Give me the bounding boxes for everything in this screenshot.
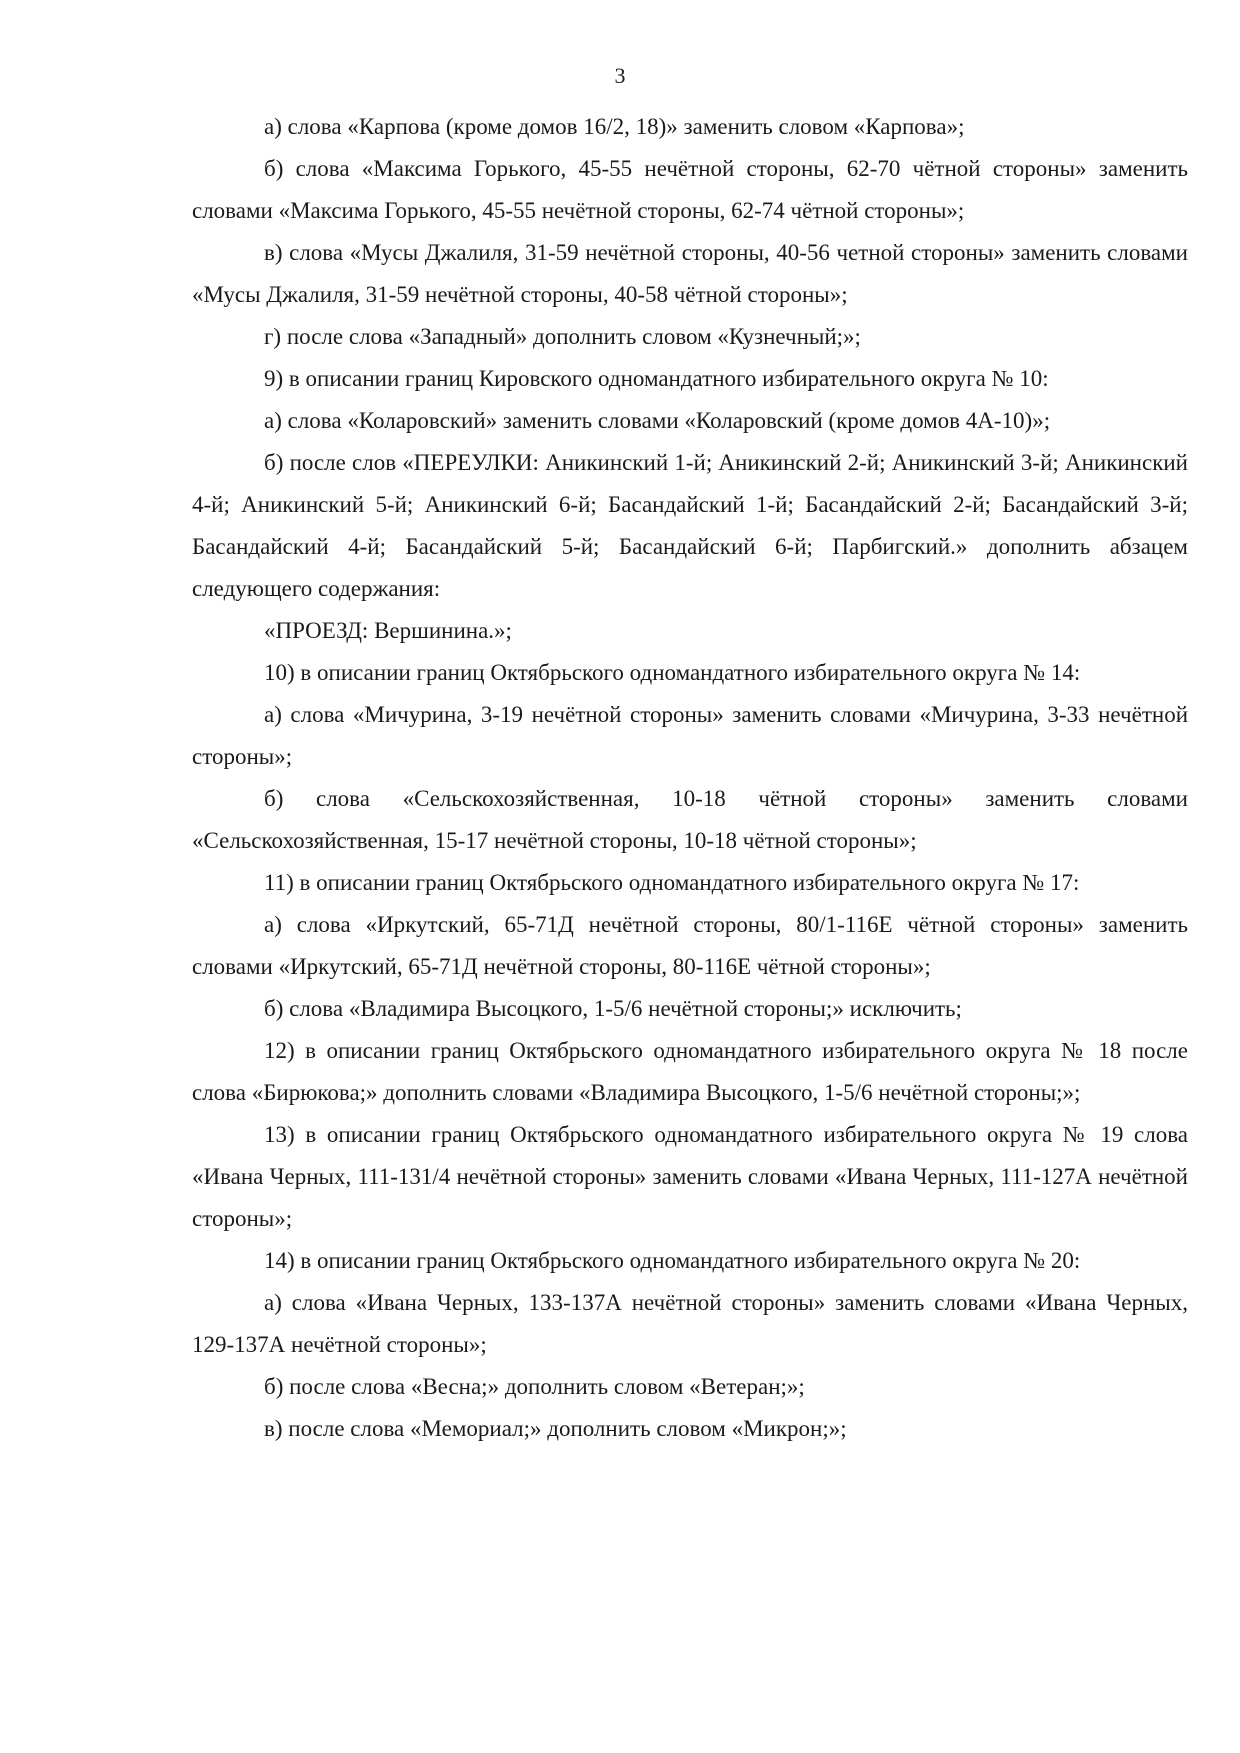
document-body [192, 106, 1188, 1450]
paragraph: 12) в описании границ Октябрьского одномандатного избирательного округа № 18 после слова «Бирюкова;» дополнить словами «Владимира Высоцкого, 1-5/6 нечётной стороны;»; [192, 1038, 1188, 1105]
paragraph: в) после слова «Мемориал;» дополнить словом «Микрон;»; [264, 1416, 847, 1441]
paragraph: 9) в описании границ Кировского одномандатного избирательного округа № 10: [264, 366, 1049, 391]
paragraph: а) слова «Коларовский» заменить словами «Коларовский (кроме домов 4А-10)»; [264, 408, 1051, 433]
paragraph: б) слова «Максима Горького, 45-55 нечётной стороны, 62-70 чётной стороны» заменить словами «Максима Горького, 45-55 нечётной стороны, 62-74 чётной стороны»; [192, 156, 1188, 223]
paragraph: «ПРОЕЗД: Вершинина.»; [264, 618, 512, 643]
paragraph: 13) в описании границ Октябрьского одномандатного избирательного округа № 19 слова «Ивана Черных, 111-131/4 нечётной стороны» заменить словами «Ивана Черных, 111-127А нечётной стороны»; [192, 1122, 1188, 1231]
paragraph: б) слова «Владимира Высоцкого, 1-5/6 нечётной стороны;» исключить; [264, 996, 962, 1021]
paragraph: а) слова «Мичурина, 3-19 нечётной стороны» заменить словами «Мичурина, 3-33 нечётной стороны»; [192, 702, 1188, 769]
paragraph: а) слова «Карпова (кроме домов 16/2, 18)» заменить словом «Карпова»; [264, 114, 965, 139]
paragraph: г) после слова «Западный» дополнить словом «Кузнечный;»; [264, 324, 861, 349]
paragraph: в) слова «Мусы Джалиля, 31-59 нечётной стороны, 40-56 четной стороны» заменить словами «Мусы Джалиля, 31-59 нечётной стороны, 40-58 чётной стороны»; [192, 240, 1188, 307]
paragraph: 10) в описании границ Октябрьского одномандатного избирательного округа № 14: [264, 660, 1081, 685]
paragraph: б) слова «Сельскохозяйственная, 10-18 чётной стороны» заменить словами «Сельскохозяйственная, 15-17 нечётной стороны, 10-18 чётной стороны»; [192, 786, 1188, 853]
paragraph: а) слова «Иркутский, 65-71Д нечётной стороны, 80/1-116Е чётной стороны» заменить словами «Иркутский, 65-71Д нечётной стороны, 80-116Е чётной стороны»; [192, 912, 1188, 979]
paragraph: б) после слова «Весна;» дополнить словом «Ветеран;»; [264, 1374, 805, 1399]
paragraph: 11) в описании границ Октябрьского одномандатного избирательного округа № 17: [264, 870, 1080, 895]
paragraph: 14) в описании границ Октябрьского одномандатного избирательного округа № 20: [264, 1248, 1081, 1273]
paragraph: б) после слов «ПЕРЕУЛКИ: Аникинский 1-й; Аникинский 2-й; Аникинский 3-й; Аникинский 4-й; Аникинский 5-й; Аникинский 6-й; Басандайский 1-й; Басандайский 2-й; Басандайский 3-й; Басандайский 4-й; Басандайский 5-й; Басандайский 6-й; Парбигский.» дополнить абзацем следующего содержания: [192, 450, 1188, 601]
paragraph: а) слова «Ивана Черных, 133-137А нечётной стороны» заменить словами «Ивана Черных, 129-137А нечётной стороны»; [192, 1290, 1188, 1357]
page-number: 3 [614, 63, 626, 88]
